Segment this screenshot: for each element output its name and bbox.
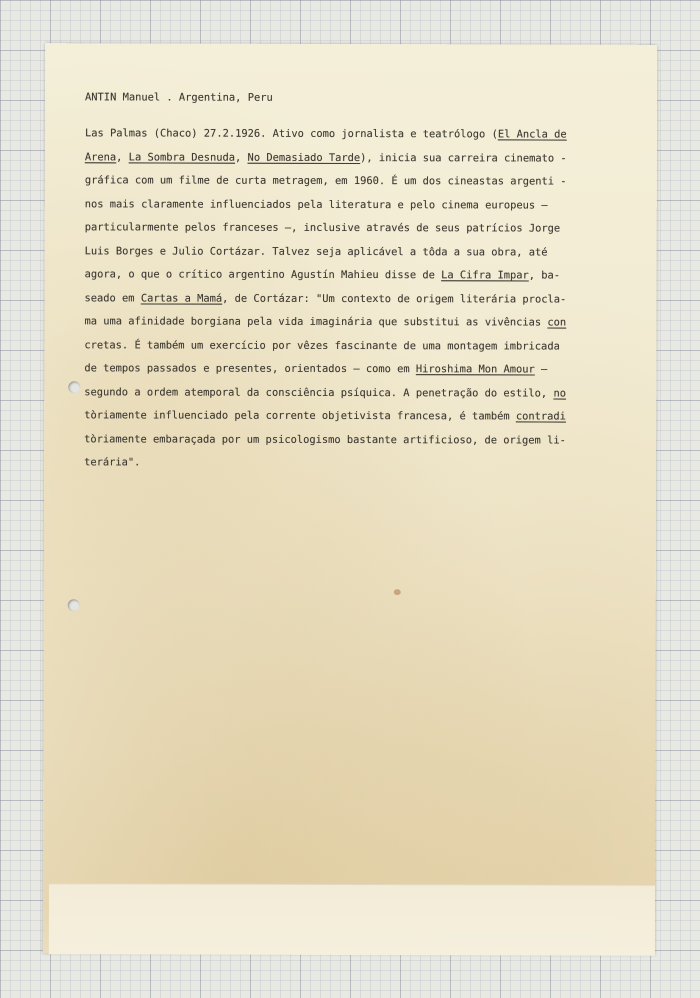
underlined-title: La Sombra Desnuda: [128, 150, 236, 164]
typed-line: [84, 455, 644, 480]
underlined-title: El Ancla de: [497, 128, 567, 141]
typed-line: [84, 338, 644, 363]
text-run: —: [534, 363, 548, 376]
text-run: Luis Borges e Julio Cortázar. Talvez seja aplicável a tôda a sua obra, até: [84, 244, 548, 259]
text-run: nos mais claramente influenciados pela literatura e pelo cinema europeus —: [84, 197, 548, 212]
typed-line: [85, 173, 645, 198]
typed-line: [85, 197, 645, 222]
text-run: particularmente pelos franceses —, inclusive através de seus patrícios Jorge: [84, 221, 561, 235]
text-run: de tempos passados e presentes, orientados — como em: [84, 362, 416, 376]
typed-line: [84, 408, 644, 433]
typed-line: [85, 220, 645, 245]
underlined-title: Cartas a Mamá: [140, 291, 223, 305]
typed-line: [84, 291, 644, 316]
text-run: ma uma afinidade borgiana pela vida imaginária que substitui as vivências: [84, 315, 548, 329]
paper-stain: [394, 589, 401, 595]
underlined-title: con: [547, 316, 567, 329]
text-run: ), inicia sua carreira cinemato -: [360, 151, 567, 165]
typed-line: [85, 244, 645, 269]
underlined-title: no: [553, 387, 566, 400]
underlined-title: Arena: [84, 150, 117, 163]
underlined-title: Hiroshima Mon Amour: [415, 363, 535, 376]
typed-line: [84, 361, 644, 386]
text-run: seado em: [84, 291, 141, 304]
typed-text-block: [84, 90, 645, 480]
folded-bottom-strip: [49, 883, 655, 956]
text-run: , de Cortázar: "Um contexto de origem literária procla-: [222, 292, 567, 306]
underlined-title: La Cifra Impar: [441, 269, 529, 282]
entry-body: [84, 126, 645, 480]
underlined-title: contradi: [515, 410, 566, 423]
text-run: terária".: [84, 456, 141, 469]
typed-line: [84, 314, 644, 339]
typed-line: [85, 267, 645, 292]
text-run: tòriamente influenciado pela corrente objetivista francesa, é também: [84, 409, 516, 423]
text-run: gráfica com um filme de curta metragem, em 1960. É um dos cineastas argenti -: [84, 174, 567, 188]
text-run: , ba-: [528, 269, 561, 282]
text-run: cretas. É também um exercício por vêzes fascinante de uma montagem imbricada: [84, 338, 560, 353]
punch-hole-bottom: [68, 599, 80, 611]
underlined-title: No Demasiado Tarde: [247, 151, 361, 164]
text-run: ,: [116, 150, 129, 163]
typed-line: [85, 126, 645, 151]
text-run: ,: [235, 151, 248, 164]
paper-sheet: [43, 43, 657, 955]
typed-line: [85, 150, 645, 175]
text-run: tòriamente embaraçada por um psicologismo bastante artificioso, de origem li-: [84, 432, 566, 447]
typed-line: [84, 385, 644, 410]
text-run: agora, o que o crítico argentino Agustín Mahieu disse de: [84, 268, 442, 282]
text-run: Las Palmas (Chaco) 27.2.1926. Ativo como jornalista e teatrólogo (: [84, 127, 498, 141]
text-run: segundo a ordem atemporal da consciência psíquica. A penetração do estilo,: [84, 385, 554, 400]
entry-heading: ANTIN Manuel . Argentina, Peru: [85, 91, 273, 104]
typed-line: [84, 432, 644, 457]
punch-hole-top: [68, 381, 80, 393]
